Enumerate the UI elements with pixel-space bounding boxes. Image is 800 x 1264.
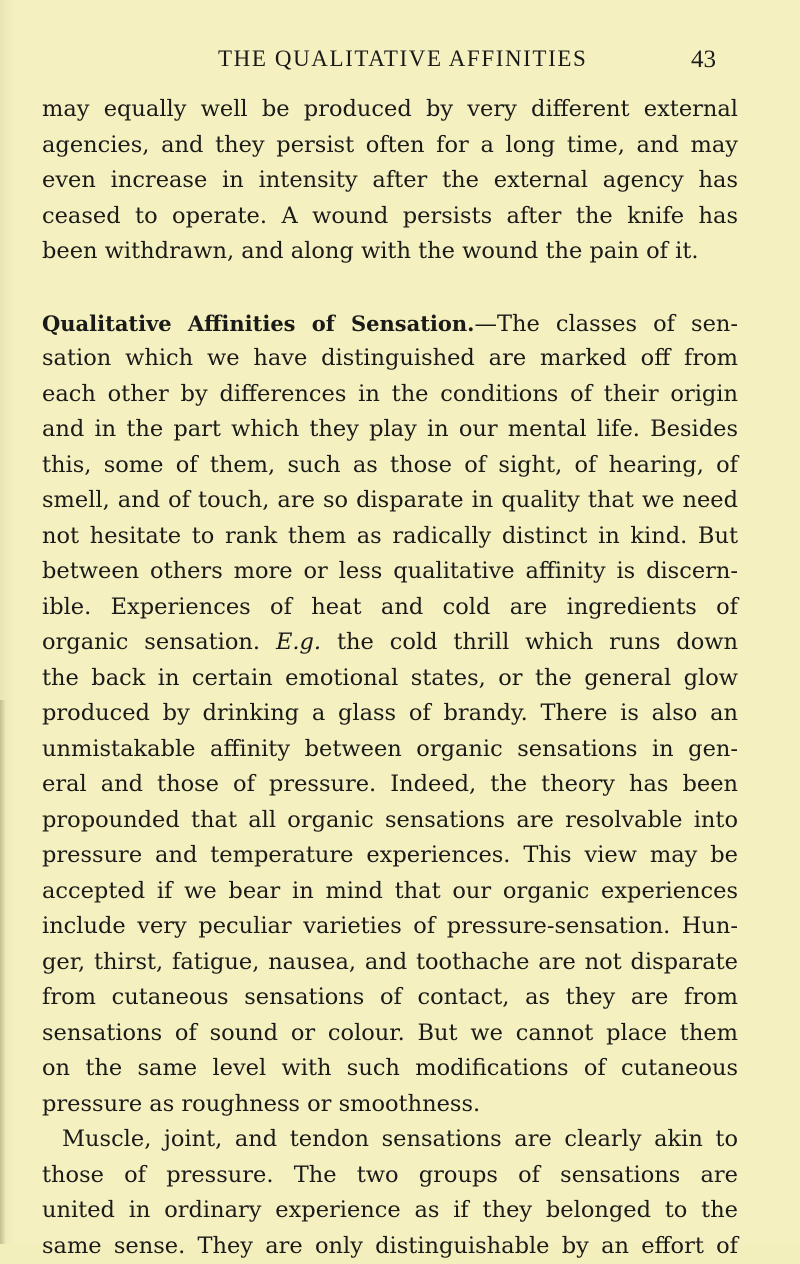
page-number: 43 xyxy=(691,46,716,74)
text-line xyxy=(42,306,738,342)
section-heading: Qualitative Affinities of Sensation. xyxy=(42,311,474,336)
eg-line-start: organic sensation. xyxy=(42,629,276,655)
text-line: united in ordinary experience as if they belonged to the xyxy=(42,1193,738,1229)
running-head-title: THE QUALITATIVE AFFINITIES xyxy=(218,46,587,72)
text-line: been withdrawn, and along with the wound the pain of it. xyxy=(42,234,738,270)
paragraph-1 xyxy=(42,92,738,270)
text-line: Muscle, joint, and tendon sensations are clearly akin to xyxy=(42,1122,738,1158)
text-line: same sense. They are only distinguishable by an effort of xyxy=(42,1229,738,1264)
text-line: pressure as roughness or smoothness. xyxy=(42,1087,738,1123)
text-line: from cutaneous sensations of contact, as they are from xyxy=(42,980,738,1016)
text-line: and in the part which they play in our mental life. Besides xyxy=(42,412,738,448)
text-line: agencies, and they persist often for a long time, and may xyxy=(42,128,738,164)
text-line: eral and those of pressure. Indeed, the theory has been xyxy=(42,767,738,803)
text-line: produced by drinking a glass of brandy. There is also an xyxy=(42,696,738,732)
text-line: ible. Experiences of heat and cold are ingredients of xyxy=(42,590,738,626)
text-line: sensations of sound or colour. But we cannot place them xyxy=(42,1016,738,1052)
text-line xyxy=(42,625,738,661)
text-line: smell, and of touch, are so disparate in quality that we need xyxy=(42,483,738,519)
text-line: unmistakable affinity between organic sensations in gen- xyxy=(42,732,738,768)
text-line: include very peculiar varieties of pressure-sensation. Hun- xyxy=(42,909,738,945)
eg-abbreviation: E.g. xyxy=(276,629,321,655)
text-line: ger, thirst, fatigue, nausea, and toothache are not disparate xyxy=(42,945,738,981)
text-line: each other by differences in the conditions of their origin xyxy=(42,377,738,413)
text-line: on the same level with such modifications of cutaneous xyxy=(42,1051,738,1087)
text-line: may equally well be produced by very different external xyxy=(42,92,738,128)
text-line: the back in certain emotional states, or the general glow xyxy=(42,661,738,697)
paragraph-2 xyxy=(42,306,738,1123)
text-line: this, some of them, such as those of sight, of hearing, of xyxy=(42,448,738,484)
text-line: propounded that all organic sensations are resolvable into xyxy=(42,803,738,839)
page-edge-shadow xyxy=(0,700,6,1244)
text-line: accepted if we bear in mind that our organic experiences xyxy=(42,874,738,910)
text-line: those of pressure. The two groups of sensations are xyxy=(42,1158,738,1194)
heading-line-rest: —The classes of sen- xyxy=(474,311,738,337)
paragraph-3 xyxy=(42,1122,738,1264)
text-line: even increase in intensity after the external agency has xyxy=(42,163,738,199)
text-line: ceased to operate. A wound persists after the knife has xyxy=(42,199,738,235)
body-text xyxy=(42,92,738,1264)
text-line: not hesitate to rank them as radically distinct in kind. But xyxy=(42,519,738,555)
text-line: between others more or less qualitative affinity is discern- xyxy=(42,554,738,590)
text-line: pressure and temperature experiences. This view may be xyxy=(42,838,738,874)
text-line: sation which we have distinguished are marked off from xyxy=(42,341,738,377)
eg-line-rest: the cold thrill which runs down xyxy=(321,629,738,655)
running-head xyxy=(0,38,800,78)
